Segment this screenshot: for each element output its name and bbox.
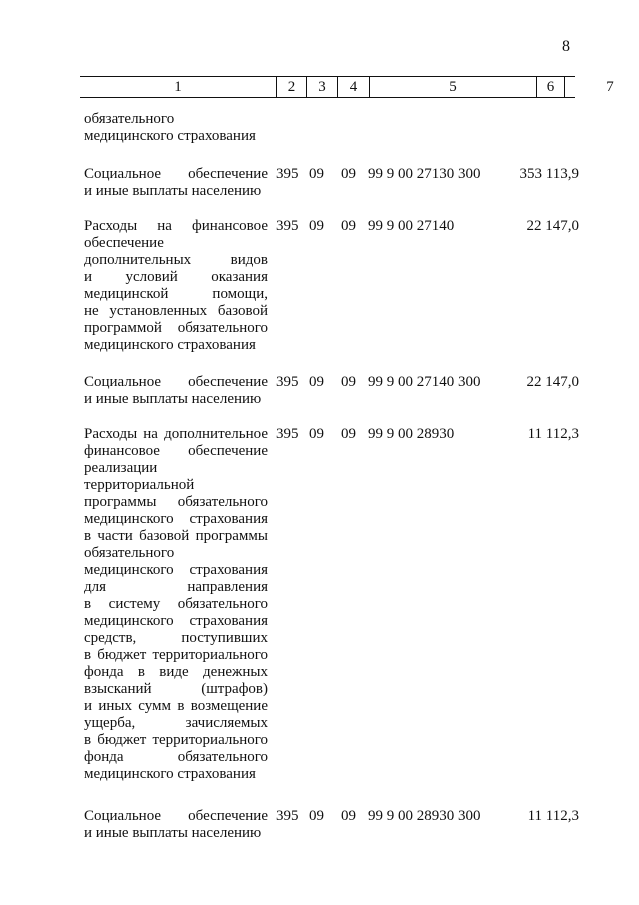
- header-col-6: 6: [546, 79, 555, 95]
- row-description: Расходы на дополнительное финансовое обеспечение реализации территориальной программы обязательного медицинского страхования в части базовой программы обязательного медицинского страхования для направления в систему обязательного медицинского страхования средств, поступивших в бюджет территориального фонда в виде денежных взысканий (штрафов) и иных сумм в возмещение ущерба, зачисляемых в бюджет территориального фонда обязательного медицинского страхования: [84, 426, 268, 782]
- header-col-3: 3: [318, 79, 326, 95]
- row-col-3: 09: [309, 374, 324, 390]
- row-description: Расходы на финансовое обеспечение дополнительных видов и условий оказания медицинской помощи, не установленных базовой программой обязательного медицинского страхования: [84, 218, 268, 353]
- row-col-7: 22 147,0: [526, 218, 579, 234]
- row-col-3: 09: [309, 808, 324, 824]
- row-col-5: 99 9 00 28930 300: [368, 808, 481, 824]
- row-col-2: 395: [276, 426, 299, 442]
- row-description: Социальное обеспечение и иные выплаты населению: [84, 166, 268, 199]
- header-col-7: 7: [606, 79, 614, 95]
- row-description: Социальное обеспечение и иные выплаты населению: [84, 374, 268, 407]
- row-col-3: 09: [309, 218, 324, 234]
- table-header: [80, 76, 614, 98]
- row-col-5: 99 9 00 27140 300: [368, 374, 481, 390]
- row-col-2: 395: [276, 166, 299, 182]
- row-col-5: 99 9 00 28930: [368, 426, 455, 442]
- row-col-2: 395: [276, 808, 299, 824]
- row-col-2: 395: [276, 374, 299, 390]
- row-col-7: 11 112,3: [527, 426, 579, 442]
- row-col-7: 11 112,3: [527, 808, 579, 824]
- header-col-2: 2: [287, 79, 296, 95]
- row-description: Социальное обеспечение и иные выплаты населению: [84, 808, 268, 841]
- row-col-4: 09: [341, 166, 356, 182]
- row-col-7: 22 147,0: [526, 374, 579, 390]
- row-col-3: 09: [309, 426, 324, 442]
- row-col-5: 99 9 00 27130 300: [368, 166, 481, 182]
- page-number: 8: [562, 38, 570, 55]
- row-col-4: 09: [341, 218, 356, 234]
- header-col-4: 4: [349, 79, 358, 95]
- row-col-3: 09: [309, 166, 324, 182]
- row-description: обязательного медицинского страхования: [84, 111, 256, 144]
- row-col-4: 09: [341, 374, 356, 390]
- header-col-1: 1: [174, 79, 182, 95]
- row-col-5: 99 9 00 27140: [368, 218, 455, 234]
- row-col-4: 09: [341, 426, 356, 442]
- row-col-4: 09: [341, 808, 356, 824]
- row-col-2: 395: [276, 218, 299, 234]
- header-col-5: 5: [449, 79, 457, 95]
- row-col-7: 353 113,9: [519, 166, 579, 182]
